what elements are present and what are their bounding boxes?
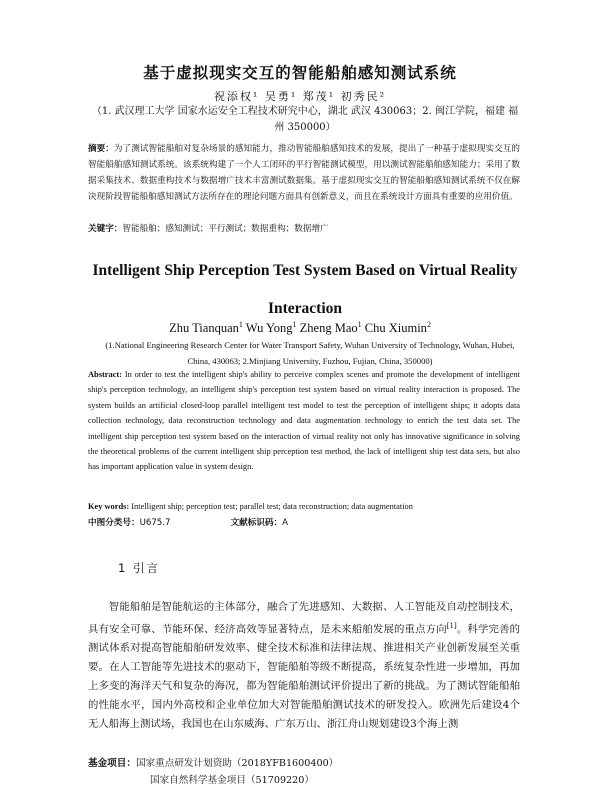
body-paragraph (88, 598, 520, 734)
chinese-title: 基于虚拟现实交互的智能船舶感知测试系统 (143, 63, 457, 82)
body-text-part: 智能船舶是智能航运的主体部分，融合了先进感知、大数据、人工智能及自动控制技术，具有安全可靠、节能环保、经济高效等显著特点，是未来船舶发展的重点方向 (88, 601, 520, 636)
body-text-part: 。科学完善的测试体系对提高智能船舶研发效率、健全技术标准和法律法规、推进相关产业创新发展至关重要。在人工智能等先进技术的驱动下，智能船舶等级不断提高，系统复杂性进一步增加，再加上多变的海洋天气和复杂的海况，都为智能船舶测试评价提出了新的挑战。为了测试智能船舶的性能水平，国内外高校和企业单位加大对智能船舶测试技术的研发投入。欧洲先后建设4个无人船海上测试场，我国也在山东威海、广东万山、浙江舟山规划建设3个海上测 (88, 623, 520, 731)
funding-line: 国家重点研发计划资助（2018YFB1600400） (135, 758, 339, 769)
english-keywords (88, 500, 520, 514)
author-affil-mark: 1 (292, 320, 297, 329)
english-abstract (88, 367, 520, 475)
chinese-authors: 祝添权¹ 吴勇¹ 郑茂¹ 初秀民² (213, 90, 387, 103)
chinese-affiliation: （1. 武汉理工大学 国家水运安全工程技术研究中心，湖北 武汉 430063；2. 闽江学院，福建 福州 350000） (91, 106, 519, 133)
chinese-keywords-label: 关键字： (88, 224, 123, 234)
english-authors (0, 320, 600, 336)
chinese-keywords-text: 智能船舶；感知测试；平行测试；数据重构；数据增广 (122, 224, 329, 234)
english-keywords-text: Intelligent ship; perception test; parallel test; data reconstruction; data augmentation (131, 502, 413, 511)
author-name: Wu Yong (245, 321, 293, 336)
author-affil-mark: 1 (357, 320, 362, 329)
english-affiliation: (1.National Engineering Research Center for Water Transport Safety, Wuhan University of Technology, Wuhan, Hubei, China, 430063; 2.Minjiang University, Fuzhou, Fujian, China, 350000) (105, 340, 515, 366)
english-keywords-label: Key words: (88, 502, 130, 511)
author-name: Zheng Mao (299, 321, 358, 336)
author-affil-mark: 1 (238, 320, 243, 329)
citation-ref[interactable]: [1] (446, 622, 457, 630)
chinese-abstract-label: 摘要： (88, 144, 114, 154)
english-abstract-text: In order to test the intelligent ship's ability to perceive complex scenes and promote the development of intelligent ship's perception technology, an intelligent ship's perception test system based on virtual reality interaction is proposed. The system builds an artificial closed-loop parallel intelligent test model to test the perception of intelligent ships; it adopts data collection technology, data reconstruction technology and data augmentation technology to enrich the test data set. The intelligent ship perception test system based on the interaction of virtual reality not only has innovative significance in solving the theoretical problems of the current intelligent ship perception test method, the lack of intelligent ship test data sets, but also has important application value in system design. (88, 370, 521, 472)
funding-footnote (88, 755, 520, 789)
chinese-abstract (88, 141, 520, 205)
clc-label: 中图分类号： (88, 518, 140, 528)
author-name: Chu Xiumin (364, 321, 427, 336)
section-number: 1 (118, 561, 128, 575)
funding-label: 基金项目： (88, 758, 136, 769)
english-title: Intelligent Ship Perception Test System Based on Virtual Reality Interaction (92, 262, 518, 317)
doc-code-value: A (282, 518, 288, 528)
funding-line: 国家自然科学基金项目（51709220） (150, 775, 314, 786)
author-name: Zhu Tianquan (169, 321, 239, 336)
section-title: 引言 (132, 561, 160, 575)
clc-value: U675.7 (139, 518, 171, 528)
section-heading (118, 560, 160, 576)
english-abstract-label: Abstract: (88, 370, 122, 379)
chinese-abstract-text: 为了测试智能船舶对复杂场景的感知能力，推动智能船舶感知技术的发展，提出了一种基于虚拟现实交互的智能船舶感知测试系统。该系统构建了一个人工闭环的平行智能测试模型，用以测试智能船舶感知能力；采用了数据采集技术、数据重构技术与数据增广技术丰富测试数据集。基于虚拟现实交互的智能船舶感知测试系统不仅在解决现阶段智能船舶感知测试方法所存在的理论问题方面具有创新意义，而且在系统设计方面具有重要的应用价值。 (88, 144, 520, 202)
doc-code-label: 文献标识码： (230, 518, 283, 528)
classification-row (88, 516, 288, 528)
author-affil-mark: 2 (426, 320, 431, 329)
chinese-keywords (88, 222, 520, 236)
